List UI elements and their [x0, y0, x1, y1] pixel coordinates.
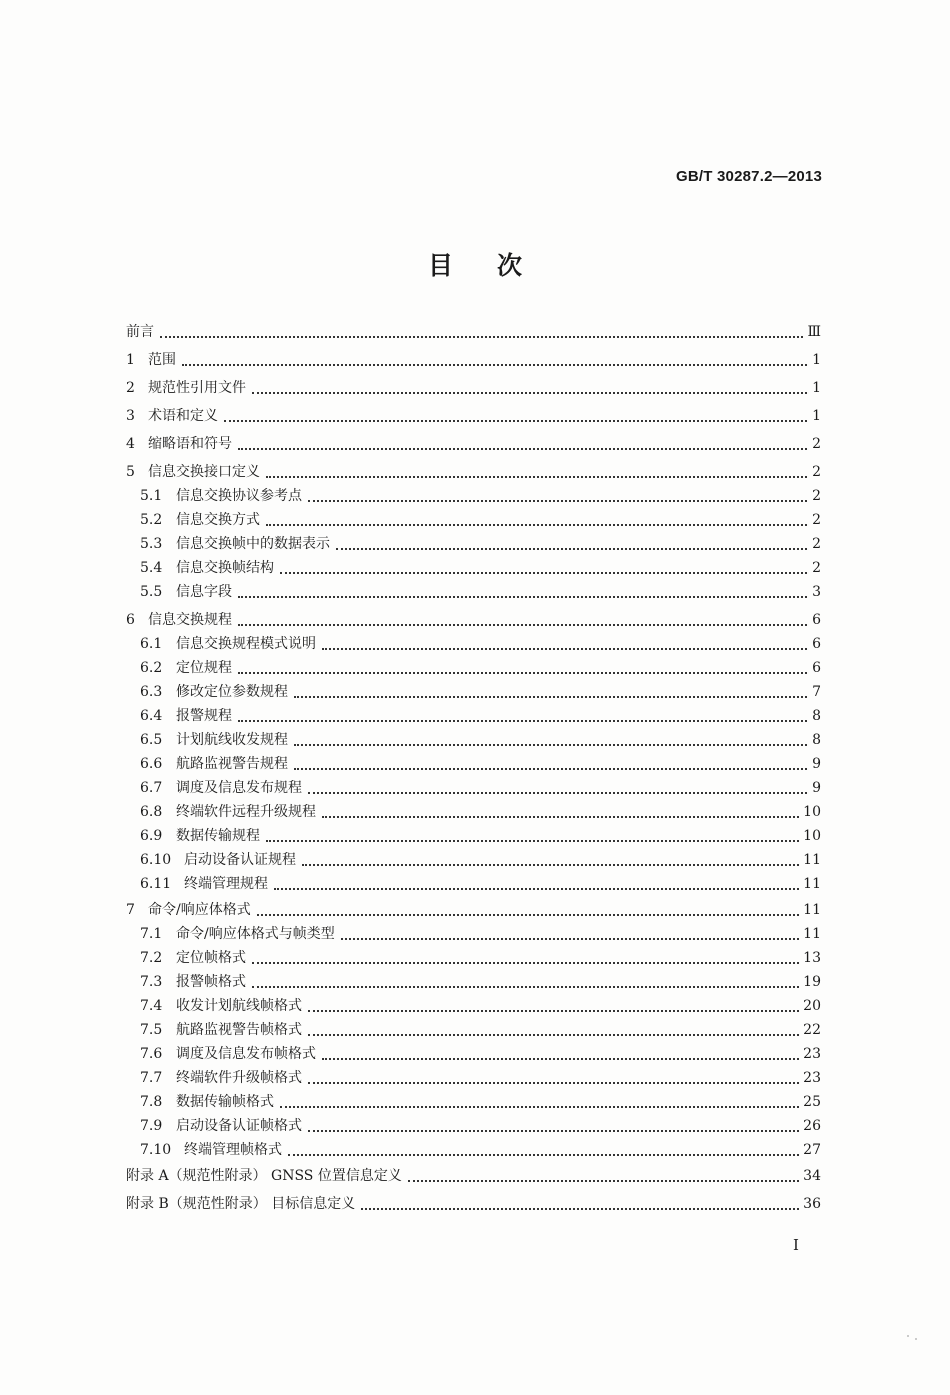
toc-entry-number: 7.2 — [140, 950, 163, 966]
page-title: 目次 — [427, 251, 566, 280]
toc-entry-label: 数据传输帧格式 — [176, 1094, 274, 1110]
toc-entry-number: 5.3 — [140, 536, 163, 552]
toc-entry-number: 6.10 — [140, 852, 172, 868]
toc-entry[interactable] — [140, 825, 821, 847]
toc-entry[interactable] — [140, 1067, 821, 1089]
toc-entry[interactable] — [140, 849, 821, 871]
toc-entry-page: Ⅲ — [807, 324, 821, 340]
toc-entry-page: 19 — [803, 974, 821, 990]
toc-entry-number: 7.8 — [140, 1094, 163, 1110]
toc-entry-label: 术语和定义 — [148, 408, 218, 424]
toc-entry-page: 34 — [803, 1168, 821, 1184]
toc-entry-label: 信息交换帧结构 — [176, 560, 274, 576]
toc-entry-number: 7.1 — [140, 926, 163, 942]
toc-entry-page: 3 — [812, 584, 821, 600]
toc-entry-label: 报警规程 — [176, 708, 232, 724]
toc-leader-dots — [308, 790, 807, 794]
toc-entry[interactable] — [140, 729, 821, 751]
toc-entry-label: 航路监视警告规程 — [176, 756, 288, 772]
toc-leader-dots — [252, 984, 799, 988]
toc-entry-page: 2 — [812, 436, 821, 452]
toc-entry-number: 7 — [126, 902, 135, 918]
toc-entry-page: 6 — [812, 660, 821, 676]
toc-entry-page: 9 — [812, 780, 821, 796]
toc-leader-dots — [257, 912, 799, 916]
toc-entry-page: 11 — [803, 876, 821, 892]
toc-entry[interactable] — [140, 557, 821, 579]
toc-entry-page: 2 — [812, 536, 821, 552]
toc-entry-number: 6.9 — [140, 828, 163, 844]
page-number: I — [793, 1236, 799, 1254]
toc-entry[interactable] — [140, 1043, 821, 1065]
toc-entry[interactable] — [140, 801, 821, 823]
toc-leader-dots — [302, 862, 799, 866]
toc-entry-label: 调度及信息发布帧格式 — [176, 1046, 316, 1062]
toc-entry-label: 启动设备认证帧格式 — [176, 1118, 302, 1134]
toc-leader-dots — [322, 1056, 799, 1060]
toc-entry[interactable] — [140, 1115, 821, 1137]
toc-entry-label: 收发计划航线帧格式 — [176, 998, 302, 1014]
toc-entry-label: 定位帧格式 — [176, 950, 246, 966]
toc-entry[interactable] — [140, 1139, 821, 1161]
toc-entry-page: 10 — [803, 828, 821, 844]
toc-entry-label: 附录 B（规范性附录） 目标信息定义 — [126, 1196, 356, 1212]
toc-entry[interactable] — [140, 1091, 821, 1113]
toc-leader-dots — [252, 960, 799, 964]
toc-leader-dots — [308, 1128, 799, 1132]
toc-entry-page: 23 — [803, 1070, 821, 1086]
toc-entry-label: 信息交换帧中的数据表示 — [176, 536, 330, 552]
toc-entry-label: 范围 — [148, 352, 176, 368]
toc-entry-page: 13 — [803, 950, 821, 966]
toc-leader-dots — [341, 936, 799, 940]
toc-entry-label: 信息交换接口定义 — [148, 464, 260, 480]
toc-entry-label: 附录 A（规范性附录） GNSS 位置信息定义 — [126, 1168, 402, 1184]
toc-leader-dots — [294, 742, 807, 746]
toc-entry-page: 11 — [803, 902, 821, 918]
toc-entry-number: 3 — [126, 408, 135, 424]
toc-entry-number: 7.5 — [140, 1022, 163, 1038]
toc-entry-page: 11 — [803, 926, 821, 942]
toc-entry-page: 25 — [803, 1094, 821, 1110]
toc-entry-label: 调度及信息发布规程 — [176, 780, 302, 796]
toc-entry-page: 6 — [812, 612, 821, 628]
toc-entry-label: 终端软件升级帧格式 — [176, 1070, 302, 1086]
toc-entry-label: 前言 — [126, 324, 154, 340]
toc-leader-dots — [160, 334, 803, 338]
toc-entry[interactable] — [140, 947, 821, 969]
toc-entry-number: 2 — [126, 380, 135, 396]
toc-leader-dots — [308, 1008, 799, 1012]
toc-entry[interactable] — [126, 609, 821, 631]
toc-entry-number: 6.2 — [140, 660, 163, 676]
toc-entry[interactable] — [140, 1019, 821, 1041]
toc-entry-page: 20 — [803, 998, 821, 1014]
scan-speck — [907, 1335, 909, 1337]
toc-entry-page: 7 — [812, 684, 821, 700]
toc-entry-label: 报警帧格式 — [176, 974, 246, 990]
toc-entry-label: 规范性引用文件 — [148, 380, 246, 396]
toc-entry-number: 5.1 — [140, 488, 163, 504]
toc-entry-number: 5.2 — [140, 512, 163, 528]
toc-entry-label: 计划航线收发规程 — [176, 732, 288, 748]
toc-entry[interactable] — [126, 1165, 821, 1187]
toc-entry-number: 7.7 — [140, 1070, 163, 1086]
toc-leader-dots — [280, 1104, 799, 1108]
toc-leader-dots — [408, 1178, 799, 1182]
toc-entry[interactable] — [126, 405, 821, 427]
toc-entry[interactable] — [126, 377, 821, 399]
toc-entry-label: 终端软件远程升级规程 — [176, 804, 316, 820]
toc-entry[interactable] — [140, 705, 821, 727]
toc-leader-dots — [308, 1080, 799, 1084]
toc-entry[interactable] — [126, 461, 821, 483]
toc-entry-page: 1 — [812, 380, 821, 396]
toc-leader-dots — [238, 670, 807, 674]
toc-entry-number: 6.5 — [140, 732, 163, 748]
toc-leader-dots — [266, 522, 807, 526]
toc-leader-dots — [252, 390, 807, 394]
toc-entry-number: 6.6 — [140, 756, 163, 772]
toc-entry[interactable] — [126, 433, 821, 455]
toc-entry[interactable] — [140, 533, 821, 555]
toc-entry[interactable] — [140, 657, 821, 679]
toc-entry-label: 信息交换规程 — [148, 612, 232, 628]
toc-entry[interactable] — [140, 509, 821, 531]
toc-entry-label: 命令/响应体格式与帧类型 — [176, 926, 335, 942]
toc-entry[interactable] — [126, 1193, 821, 1215]
toc-leader-dots — [336, 546, 807, 550]
toc-leader-dots — [322, 814, 799, 818]
toc-leader-dots — [322, 646, 807, 650]
toc-entry[interactable] — [140, 753, 821, 775]
toc-entry-number: 6.4 — [140, 708, 163, 724]
toc-entry[interactable] — [140, 485, 821, 507]
toc-entry[interactable] — [140, 777, 821, 799]
toc-entry-number: 7.10 — [140, 1142, 172, 1158]
toc-entry-label: 定位规程 — [176, 660, 232, 676]
toc-leader-dots — [308, 498, 807, 502]
toc-entry-number: 7.6 — [140, 1046, 163, 1062]
toc-leader-dots — [280, 570, 807, 574]
toc-entry[interactable] — [126, 321, 821, 343]
toc-entry-label: 启动设备认证规程 — [184, 852, 296, 868]
toc-entry[interactable] — [126, 349, 821, 371]
toc-entry[interactable] — [140, 995, 821, 1017]
toc-leader-dots — [308, 1032, 799, 1036]
toc-entry-page: 22 — [803, 1022, 821, 1038]
toc-entry-page: 2 — [812, 560, 821, 576]
toc-entry[interactable] — [140, 971, 821, 993]
toc-entry-label: 信息交换规程模式说明 — [176, 636, 316, 652]
toc-entry-number: 5 — [126, 464, 135, 480]
toc-entry-number: 1 — [126, 352, 135, 368]
toc-entry-number: 4 — [126, 436, 135, 452]
toc-leader-dots — [224, 418, 807, 422]
toc-entry-page: 8 — [812, 708, 821, 724]
toc-entry-number: 6.1 — [140, 636, 163, 652]
toc-entry-label: 信息交换方式 — [176, 512, 260, 528]
toc-entry-page: 2 — [812, 512, 821, 528]
toc-leader-dots — [238, 594, 807, 598]
standard-code: GB/T 30287.2—2013 — [676, 168, 822, 185]
toc-entry-page: 11 — [803, 852, 821, 868]
toc-entry-number: 5.4 — [140, 560, 163, 576]
scan-speck — [915, 1338, 917, 1340]
toc-entry-page: 26 — [803, 1118, 821, 1134]
toc-entry-label: 命令/响应体格式 — [148, 902, 251, 918]
toc-entry-page: 2 — [812, 488, 821, 504]
toc-entry-page: 1 — [812, 408, 821, 424]
toc-entry-page: 1 — [812, 352, 821, 368]
toc-entry-label: 终端管理帧格式 — [184, 1142, 282, 1158]
toc-entry-page: 10 — [803, 804, 821, 820]
toc-entry-page: 27 — [803, 1142, 821, 1158]
toc-leader-dots — [294, 694, 807, 698]
toc-entry[interactable] — [126, 899, 821, 921]
toc-entry-number: 5.5 — [140, 584, 163, 600]
toc-leader-dots — [294, 766, 807, 770]
toc-entry-label: 终端管理规程 — [184, 876, 268, 892]
toc-entry-number: 6.11 — [140, 876, 172, 892]
toc-entry-label: 信息交换协议参考点 — [176, 488, 302, 504]
toc-leader-dots — [288, 1152, 799, 1156]
toc-entry-label: 数据传输规程 — [176, 828, 260, 844]
toc-entry-page: 2 — [812, 464, 821, 480]
toc-entry-number: 7.3 — [140, 974, 163, 990]
toc-entry-page: 8 — [812, 732, 821, 748]
toc-leader-dots — [274, 886, 799, 890]
toc-leader-dots — [266, 838, 799, 842]
toc-entry-label: 修改定位参数规程 — [176, 684, 288, 700]
toc-entry[interactable] — [140, 923, 821, 945]
toc-entry-number: 6.3 — [140, 684, 163, 700]
toc-entry-number: 6 — [126, 612, 135, 628]
toc-leader-dots — [361, 1206, 799, 1210]
toc-entry-label: 航路监视警告帧格式 — [176, 1022, 302, 1038]
toc-entry[interactable] — [140, 873, 821, 895]
toc-leader-dots — [238, 718, 807, 722]
toc-entry[interactable] — [140, 633, 821, 655]
toc-entry-page: 6 — [812, 636, 821, 652]
toc-entry-number: 7.9 — [140, 1118, 163, 1134]
toc-entry-number: 6.7 — [140, 780, 163, 796]
toc-leader-dots — [238, 622, 807, 626]
toc-entry-page: 36 — [803, 1196, 821, 1212]
toc-leader-dots — [266, 474, 807, 478]
toc-entry-page: 23 — [803, 1046, 821, 1062]
toc-entry[interactable] — [140, 581, 821, 603]
toc-leader-dots — [182, 362, 807, 366]
toc-entry-label: 缩略语和符号 — [148, 436, 232, 452]
toc-entry-number: 7.4 — [140, 998, 163, 1014]
toc-entry-number: 6.8 — [140, 804, 163, 820]
toc-entry[interactable] — [140, 681, 821, 703]
toc-entry-label: 信息字段 — [176, 584, 232, 600]
toc-leader-dots — [238, 446, 807, 450]
toc-entry-page: 9 — [812, 756, 821, 772]
